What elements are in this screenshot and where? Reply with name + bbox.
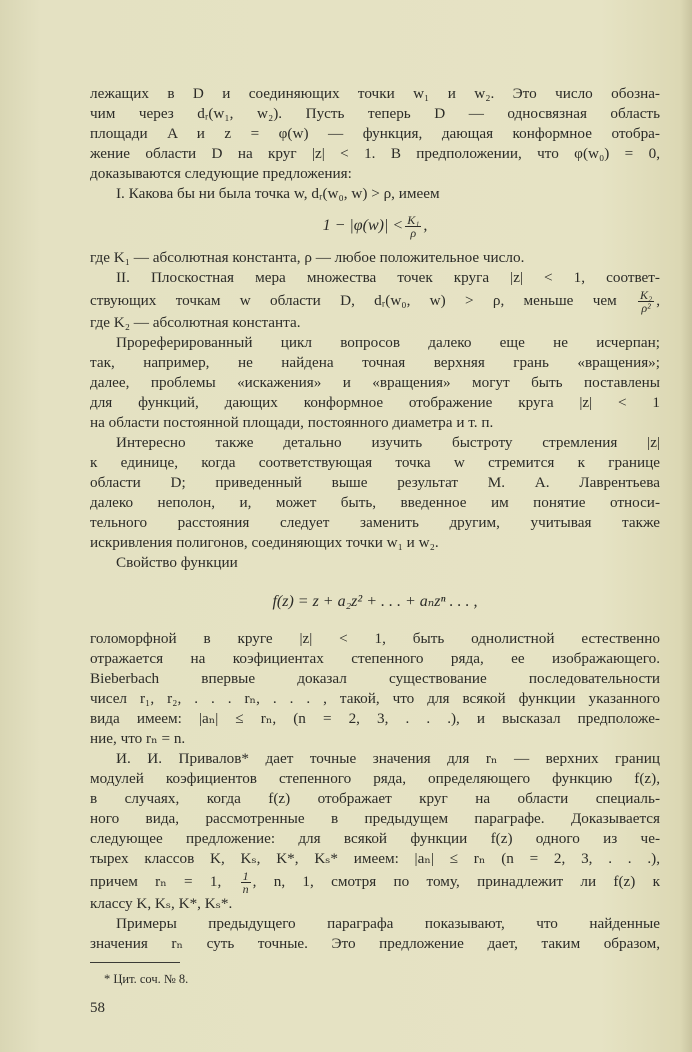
text-line: где K₂ — абсолютная константа. [90, 314, 301, 331]
text-line: области D; приведенный выше результат М. А. Лаврентьева [90, 474, 660, 491]
text-line: для функций, дающих конформное отображение круга |z| < 1 [90, 394, 660, 411]
text-line: модулей коэфициентов степенного ряда, определяющего функцию f(z), [90, 770, 660, 787]
formula-power-series: f(z) = z + a₂z² + . . . + aₙzⁿ . . . , [272, 593, 478, 610]
fraction-denominator: ρ² [641, 301, 651, 316]
text-line: Примеры предыдущего параграфа показывают, что найденные [116, 915, 660, 932]
text-line: II. Плоскостная мера множества точек круга |z| < 1, соответ- [116, 269, 660, 286]
fraction [405, 214, 421, 239]
fraction [241, 870, 251, 895]
fraction [638, 289, 654, 314]
text-line: I. Какова бы ни была точка w, dᵣ(w₀, w) > ρ, имеем [116, 185, 440, 202]
text-line: отражается на коэфициентах степенного ряда, ее изображающего. [90, 650, 660, 667]
text-line: Свойство функции [116, 554, 238, 571]
line-text: ствующих точкам w области D, dᵣ(w₀, w) > ρ, меньше чем [90, 292, 617, 309]
text-line: Прореферированный цикл вопросов далеко еще не исчерпан; [116, 334, 660, 351]
text-line: чисел r₁, r₂, . . . rₙ, . . . , такой, что для всякой функции указанного [90, 690, 660, 707]
text-line: лежащих в D и соединяющих точки w₁ и w₂. Это число обозна- [90, 85, 660, 102]
text-line: так, например, не найдена точная верхняя грань «вращения»; [90, 354, 660, 371]
text-line: далеко неполон, и, может быть, введенное им понятие относи- [90, 494, 660, 511]
fraction-denominator: ρ [410, 225, 417, 240]
fraction-numerator: K₂ [640, 288, 653, 303]
fraction-numerator: K₁ [407, 212, 420, 227]
text-line: ние, что rₙ = n. [90, 730, 186, 747]
line-text-end: , n, 1, смотря по тому, принадлежит ли f(z) к [252, 873, 660, 890]
fraction-denominator: n [242, 882, 249, 897]
formula-inequality-1 [90, 204, 660, 248]
text-line: И. И. Привалов* дает точные значения для rₙ — верхних границ [116, 750, 660, 767]
line-text: причем rₙ = 1, [90, 873, 222, 890]
page-body [90, 84, 660, 954]
text-line: жение области D на круг |z| < 1. В предположении, что φ(w₀) = 0, [90, 145, 660, 162]
text-line: тырех классов K, Kₛ, K*, Kₛ* имеем: |aₙ| ≤ rₙ (n = 2, 3, . . .), [90, 850, 660, 867]
text-line: вида имеем: |aₙ| ≤ rₙ, (n = 2, 3, . . .), и высказал предположе- [90, 710, 660, 727]
text-line: голоморфной в круге |z| < 1, быть однолистной естественно [90, 630, 660, 647]
formula-right: , [423, 217, 428, 234]
text-line: следующее предложение: для всякой функции f(z) одного из че- [90, 830, 660, 847]
text-line: в случаях, когда f(z) отображает круг на области специаль- [90, 790, 660, 807]
line-text-end: , [656, 292, 660, 309]
text-line: тельного расстояния следует заменить другим, учитывая также [90, 514, 660, 531]
text-line-with-fraction [90, 288, 660, 316]
formula-left: 1 − |φ(w)| < [322, 217, 404, 234]
text-line-with-fraction [90, 869, 660, 897]
text-line: искривления полигонов, соединяющих точки w₁ и w₂. [90, 534, 439, 551]
fraction-numerator: 1 [242, 869, 249, 884]
text-line: где K₁ — абсолютная константа, ρ — любое положительное число. [90, 249, 525, 266]
footnote: * Цит. соч. № 8. [104, 972, 189, 986]
text-line: площади A и z = φ(w) — функция, дающая конформное отобра- [90, 125, 660, 142]
text-line: значения rₙ суть точные. Это предложение дает, таким образом, [90, 935, 660, 952]
text-line: ного вида, рассмотренные в предыдущем параграфе. Доказывается [90, 810, 660, 827]
text-line: классу K, Kₛ, K*, Kₛ*. [90, 895, 233, 912]
text-line: на области постоянной площади, постоянного диаметра и т. п. [90, 414, 494, 431]
text-line: далее, проблемы «искажения» и «вращения» могут быть поставлены [90, 374, 660, 391]
text-line: чим через dᵣ(w₁, w₂). Пусть теперь D — односвязная область [90, 105, 660, 122]
page-number: 58 [90, 1000, 105, 1016]
footnote-divider [90, 962, 180, 963]
text-line: Интересно также детально изучить быстроту стремления |z| [116, 434, 660, 451]
text-line: доказываются следующие предложения: [90, 165, 352, 182]
text-line: к единице, когда соответствующая точка w стремится к границе [90, 454, 660, 471]
text-line: Bieberbach впервые доказал существование последовательности [90, 670, 660, 687]
